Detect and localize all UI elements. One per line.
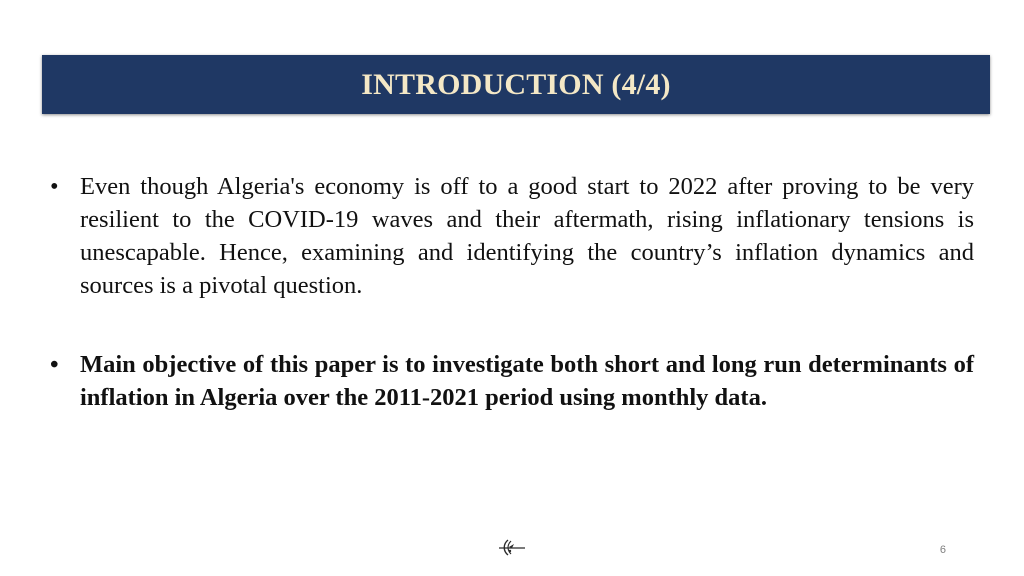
- bullet-item-context: [46, 170, 974, 302]
- slide-title: INTRODUCTION (4/4): [361, 67, 671, 101]
- bullet-text-context: Even though Algeria's economy is off to a good start to 2022 after proving to be very resilient to the COVID-19 waves and their aftermath, rising inflationary tensions is unescapable. Hence, examining and identifying the country’s inflation dynamics and sources is a pivotal question.: [80, 173, 974, 299]
- institution-logo-icon: [497, 536, 527, 560]
- bullet-marker: •: [50, 351, 59, 378]
- page-number: 6: [939, 544, 946, 556]
- bullet-item-objective: [46, 348, 974, 414]
- title-bar: [42, 55, 990, 114]
- bullet-marker: •: [50, 173, 59, 200]
- bullet-list: [46, 170, 974, 414]
- bullet-text-objective: Main objective of this paper is to investigate both short and long run determinants of inflation in Algeria over the 2011-2021 period using monthly data.: [80, 351, 974, 411]
